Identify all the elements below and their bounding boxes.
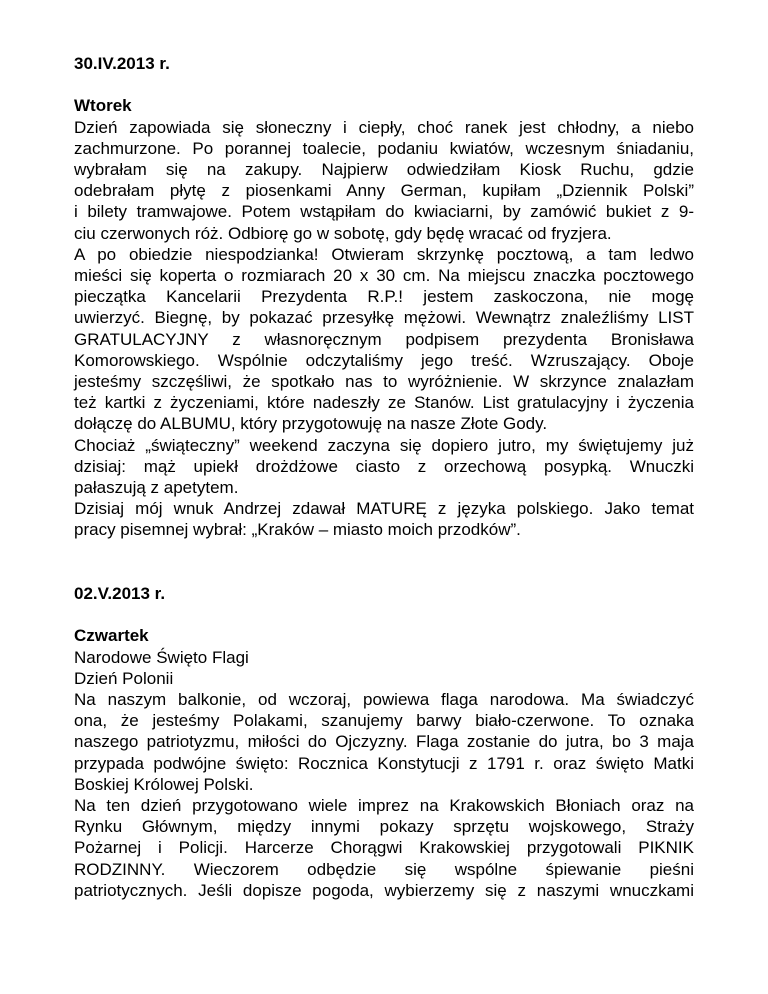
entry-weekday: Wtorek: [74, 96, 132, 116]
document-page: [74, 53, 694, 901]
text-line: Dzisiaj mój wnuk Andrzej zdawał MATURĘ z języka polskiego. Jako temat: [74, 499, 694, 519]
text-line: Chociaż „świąteczny” weekend zaczyna się dopiero jutro, my świętujemy już: [74, 435, 694, 455]
diary-entry: [74, 53, 694, 562]
text-line: naszego patriotyzmu, miłości do Ojczyzny. Flaga zostanie do jutra, bo 3 maja: [74, 732, 694, 752]
text-line: zachmurzone. Po porannej toalecie, podaniu kwiatów, wczesnym śniadaniu,: [74, 138, 694, 158]
text-line: jesteśmy szczęśliwi, że spotkało nas to wyróżnienie. W skrzynce znalazłam: [74, 372, 694, 392]
text-line: Pożarnej i Policji. Harcerze Chorągwi Krakowskiej przygotowali PIKNIK: [74, 838, 694, 858]
text-line: pałaszują z apetytem.: [74, 478, 239, 498]
text-line: mieści się koperta o rozmiarach 20 x 30 cm. Na miejscu znaczka pocztowego: [74, 266, 694, 286]
text-line: przypada podwójne święto: Rocznica Konstytucji z 1791 r. oraz święto Matki: [74, 753, 694, 773]
text-line: wybrałam się na zakupy. Najpierw odwiedziłam Kiosk Ruchu, gdzie: [74, 160, 694, 179]
text-line: Na naszym balkonie, od wczoraj, powiewa flaga narodowa. Ma świadczyć: [74, 690, 694, 710]
text-line: ciu czerwonych róż. Odbiorę go w sobotę, gdy będę wracać od fryzjera.: [74, 223, 612, 243]
text-line: patriotycznych. Jeśli dopisze pogoda, wybierzemy się z naszymi wnuczkami: [74, 880, 694, 900]
text-line: i bilety tramwajowe. Potem wstąpiłam do kwiaciarni, by zamówić bukiet z 9-: [74, 202, 694, 222]
text-line: dołączę do ALBUMU, który przygotowuję na nasze Złote Gody.: [74, 414, 548, 434]
spacer: [74, 74, 694, 95]
diary-entry: [74, 562, 694, 901]
text-line: ona, że jesteśmy Polakami, szanujemy barwy biało-czerwone. To oznaka: [74, 711, 694, 731]
text-line: Rynku Głównym, między innymi pokazy sprzętu wojskowego, Straży: [74, 817, 694, 837]
spacer: [74, 604, 694, 625]
entry-date: 02.V.2013 r.: [74, 584, 166, 604]
text-line: Boskiej Królowej Polski.: [74, 774, 254, 794]
text-line: pieczątka Kancelarii Prezydenta R.P.! jestem zaskoczona, nie mogę: [74, 287, 694, 307]
text-line: GRATULACYJNY z własnoręcznym podpisem prezydenta Bronisława: [74, 329, 694, 349]
diary-entries: [74, 53, 694, 901]
spacer: [74, 562, 694, 583]
text-line: Dzień zapowiada się słoneczny i ciepły, choć ranek jest chłodny, a niebo: [74, 117, 694, 137]
text-line: Dzień Polonii: [74, 668, 174, 688]
text-line: Komorowskiego. Wspólnie odczytaliśmy jego treść. Wzruszający. Oboje: [74, 350, 694, 370]
text-line: pracy pisemnej wybrał: „Kraków – miasto moich przodków”.: [74, 520, 521, 540]
text-line: RODZINNY. Wieczorem odbędzie się wspólne śpiewanie pieśni: [74, 859, 694, 879]
text-line: odebrałam płytę z piosenkami Anny German, kupiłam „Dziennik Polski”: [74, 181, 694, 201]
text-line: Narodowe Święto Flagi: [74, 647, 249, 667]
text-line: Na ten dzień przygotowano wiele imprez na Krakowskich Błoniach oraz na: [74, 796, 694, 816]
text-line: uwierzyć. Biegnę, by pokazać przesyłkę mężowi. Wewnątrz znaleźliśmy LIST: [74, 308, 694, 328]
text-line: dzisiaj: mąż upiekł drożdżowe ciasto z orzechową posypką. Wnuczki: [74, 456, 694, 476]
entry-date: 30.IV.2013 r.: [74, 54, 170, 73]
text-line: też kartki z życzeniami, które nadeszły ze Stanów. List gratulacyjny i życzenia: [74, 393, 694, 413]
text-line: A po obiedzie niespodzianka! Otwieram skrzynkę pocztową, a tam ledwo: [74, 244, 694, 264]
spacer: [74, 541, 694, 562]
entry-weekday: Czwartek: [74, 626, 149, 646]
